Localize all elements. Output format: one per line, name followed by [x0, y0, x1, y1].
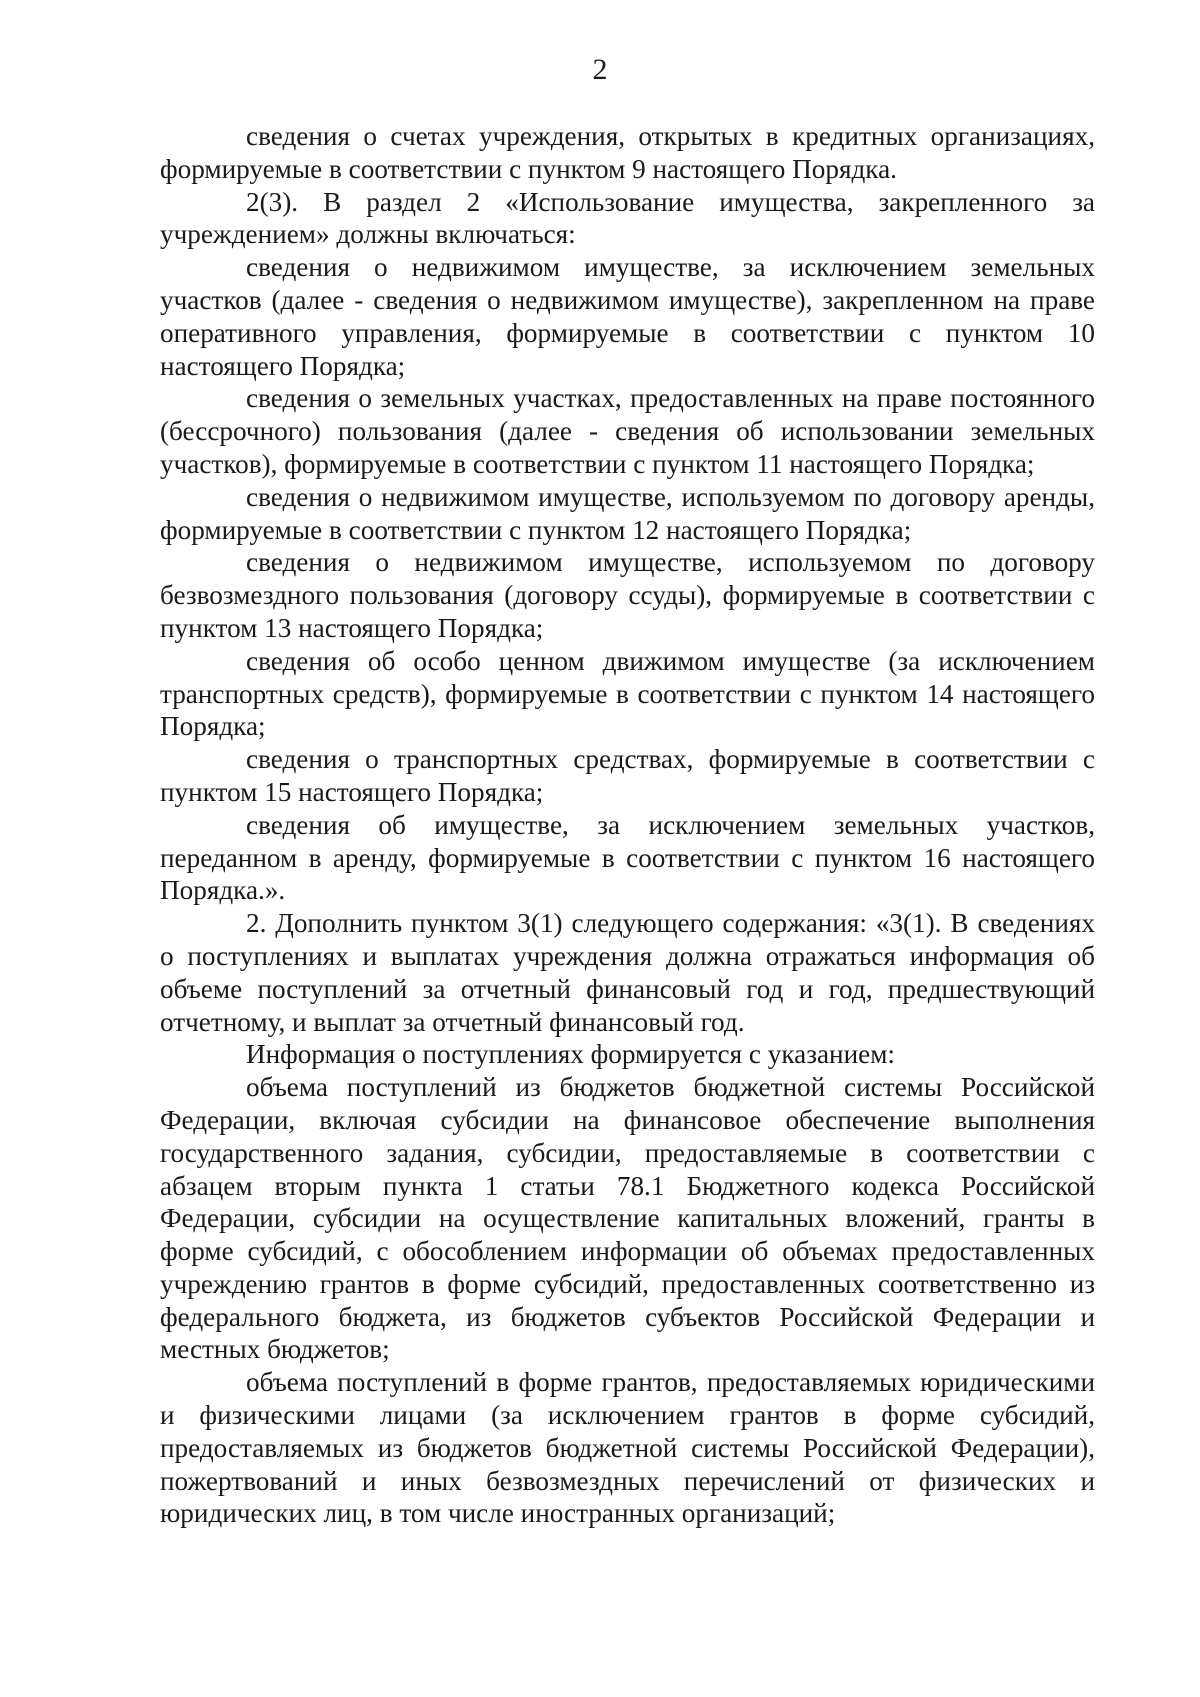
paragraph: сведения об имуществе, за исключением земельных участков, переданном в аренду, формируемые в соответствии с пунктом 16 настоящего Порядка.». [160, 809, 1095, 906]
paragraph: сведения о недвижимом имуществе, используемом по договору аренды, формируемые в соответствии с пунктом 12 настоящего Порядка; [160, 481, 1095, 545]
paragraph: сведения о недвижимом имуществе, за исключением земельных участков (далее - сведения о недвижимом имуществе), закрепленном на праве оперативного управления, формируемые в соответствии с пунктом 10 настоящего Порядка; [160, 252, 1095, 381]
paragraph: сведения о транспортных средствах, формируемые в соответствии с пунктом 15 настоящего Порядка; [160, 744, 1095, 807]
paragraph: 2. Дополнить пунктом 3(1) следующего содержания: «3(1). В сведениях о поступлениях и выплатах учреждения должна отражаться информация об объеме поступлений за отчетный финансовый год и год, предшествующий отчетному, и выплат за отчетный финансовый год. [160, 908, 1095, 1037]
paragraph: объема поступлений из бюджетов бюджетной системы Российской Федерации, включая субсидии на финансовое обеспечение выполнения государственного задания, субсидии, предоставляемые в соответствии с абзацем вторым пункта 1 статьи 78.1 Бюджетного кодекса Российской Федерации, субсидии на осуществление капитальных вложений, гранты в форме субсидий, с обособлением информации об объемах предоставленных учреждению грантов в форме субсидий, предоставленных соответственно из федерального бюджета, из бюджетов субъектов Российской Федерации и местных бюджетов; [160, 1072, 1095, 1365]
paragraph: Информация о поступлениях формируется с указанием: [246, 1039, 895, 1070]
paragraph: сведения о недвижимом имуществе, используемом по договору безвозмездного пользования (договору ссуды), формируемые в соответствии с пунктом 13 настоящего Порядка; [160, 547, 1095, 643]
paragraph: сведения о земельных участках, предоставленных на праве постоянного (бессрочного) пользования (далее - сведения об использовании земельных участков), формируемые в соответствии с пунктом 11 настоящего Порядка; [160, 383, 1095, 479]
paragraph: 2(3). В раздел 2 «Использование имущества, закрепленного за учреждением» должны включаться: [160, 186, 1095, 250]
document-body [160, 120, 1095, 1530]
paragraph: объема поступлений в форме грантов, предоставляемых юридическими и физическими лицами (за исключением грантов в форме субсидий, предоставляемых из бюджетов бюджетной системы Российской Федерации), пожертвований и иных безвозмездных перечислений от физических и юридических лиц, в том числе иностранных организаций; [160, 1367, 1095, 1529]
paragraph: сведения о счетах учреждения, открытых в кредитных организациях, формируемые в соответствии с пунктом 9 настоящего Порядка. [160, 121, 1095, 184]
page-number: 2 [592, 53, 608, 86]
paragraph: сведения об особо ценном движимом имуществе (за исключением транспортных средств), формируемые в соответствии с пунктом 14 настоящего Порядка; [160, 645, 1095, 742]
